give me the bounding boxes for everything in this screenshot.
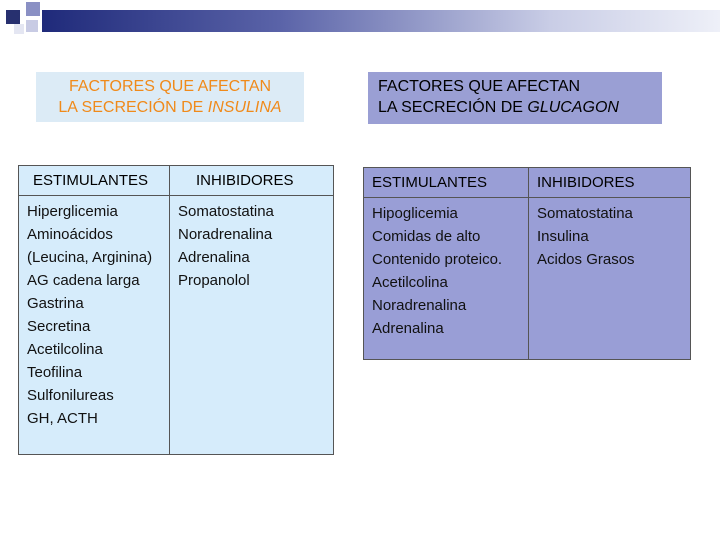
list-item: Insulina: [537, 228, 589, 245]
list-item: Secretina: [27, 318, 91, 335]
list-item: Hipoglicemia: [372, 205, 458, 222]
list-item: Aminoácidos: [27, 226, 113, 243]
insulin-title-prefix: LA SECRECIÓN DE: [58, 99, 208, 116]
list-item: Hiperglicemia: [27, 203, 118, 220]
list-item: (Leucina, Arginina): [27, 249, 153, 266]
glucagon-title: [368, 72, 662, 124]
insulin-inhibitors-list: [170, 196, 333, 292]
insulin-stimulants-header: ESTIMULANTES: [19, 166, 169, 196]
list-item: Adrenalina: [372, 320, 444, 337]
insulin-stimulants-list: [19, 196, 169, 430]
list-item: Teofilina: [27, 364, 83, 381]
corner-square-mid: [26, 2, 40, 16]
glucagon-title-line2: [378, 97, 656, 118]
insulin-inhibitors-header: INHIBIDORES: [170, 166, 333, 196]
list-item: Acetilcolina: [372, 274, 448, 291]
insulin-title: [36, 72, 304, 122]
header-gradient-bar: [42, 10, 720, 32]
glucagon-stimulants-list: [364, 198, 528, 340]
insulin-stimulants-column: [19, 166, 169, 454]
corner-square-light: [26, 20, 38, 32]
list-item: Somatostatina: [178, 203, 274, 220]
list-item: Sulfonilureas: [27, 387, 114, 404]
list-item: Acetilcolina: [27, 341, 103, 358]
list-item: AG cadena larga: [27, 272, 140, 289]
glucagon-stimulants-header: ESTIMULANTES: [364, 168, 528, 198]
glucagon-title-prefix: LA SECRECIÓN DE: [378, 99, 528, 116]
insulin-inhibitors-column: [169, 166, 333, 454]
insulin-title-line2: [42, 97, 298, 118]
list-item: Noradrenalina: [372, 297, 467, 314]
glucagon-title-line1: FACTORES QUE AFECTAN: [378, 78, 581, 95]
glucagon-title-hormone: GLUCAGON: [527, 99, 619, 116]
glucagon-inhibitors-list: [529, 198, 690, 271]
list-item: Propanolol: [178, 272, 250, 289]
list-item: Gastrina: [27, 295, 84, 312]
corner-square-white: [14, 24, 24, 34]
insulin-title-line1: FACTORES QUE AFECTAN: [68, 78, 272, 95]
list-item: GH, ACTH: [27, 410, 98, 427]
list-item: Comidas de alto: [372, 228, 481, 245]
list-item: Noradrenalina: [178, 226, 273, 243]
glucagon-stimulants-column: [364, 168, 528, 359]
glucagon-inhibitors-header: INHIBIDORES: [529, 168, 690, 198]
list-item: Acidos Grasos: [537, 251, 635, 268]
list-item: Adrenalina: [178, 249, 250, 266]
list-item: Somatostatina: [537, 205, 633, 222]
insulin-table: [18, 165, 334, 455]
glucagon-inhibitors-column: [528, 168, 690, 359]
insulin-title-hormone: INSULINA: [207, 99, 282, 116]
corner-square-dark: [6, 10, 20, 24]
glucagon-table: [363, 167, 691, 360]
list-item: Contenido proteico.: [372, 251, 503, 268]
